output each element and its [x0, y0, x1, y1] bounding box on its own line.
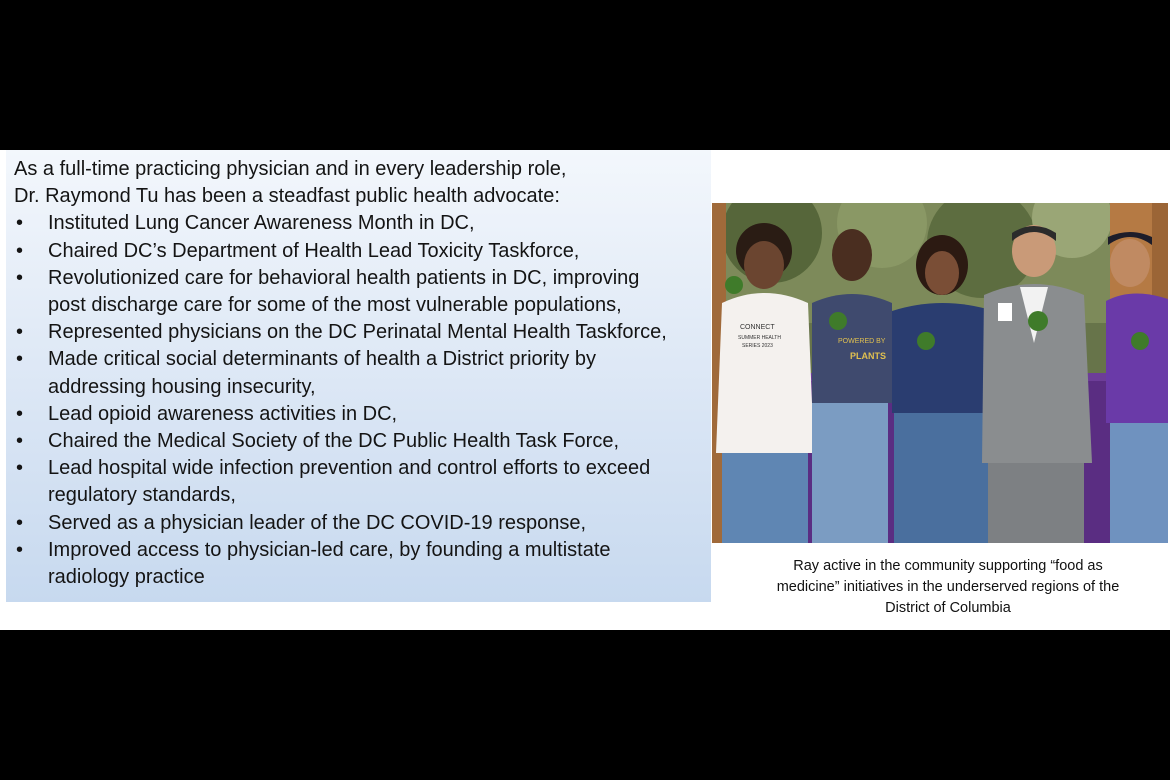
caption-line-3: District of Columbia [885, 600, 1011, 616]
accomplishment-item [14, 537, 703, 591]
accomplishment-item [14, 428, 703, 455]
community-event-photo [712, 203, 1168, 543]
bullet-dot-icon: • [16, 538, 24, 561]
bullet-dot-icon: • [16, 348, 24, 371]
bullet-dot-icon: • [16, 402, 24, 425]
shirt-text-plants: PLANTS [850, 351, 886, 361]
bullet-dot-icon: • [16, 212, 24, 235]
accomplishment-text: Made critical social determinants of health a District priority by [48, 348, 596, 371]
shirt-text-summer: SUMMER HEALTH [738, 335, 781, 341]
advocacy-text-panel [6, 150, 711, 602]
bullet-dot-icon: • [16, 511, 24, 534]
accomplishment-text: Improved access to physician-led care, by founding a multistate [48, 538, 611, 561]
accomplishment-item [14, 346, 703, 400]
accomplishment-text: Represented physicians on the DC Perinatal Mental Health Taskforce, [48, 321, 667, 344]
accomplishment-item [14, 455, 703, 509]
bullet-dot-icon: • [16, 266, 24, 289]
accomplishment-text: addressing housing insecurity, [48, 375, 316, 398]
bullet-dot-icon: • [16, 321, 24, 344]
accomplishment-text: Revolutionized care for behavioral health patients in DC, improving [48, 266, 640, 289]
bullet-dot-icon: • [16, 457, 24, 480]
accomplishment-item [14, 510, 703, 537]
accomplishments-list [14, 210, 703, 591]
accomplishment-text: Instituted Lung Cancer Awareness Month in DC, [48, 212, 475, 235]
bullet-dot-icon: • [16, 239, 24, 262]
photo-caption [730, 556, 1166, 619]
accomplishment-text: radiology practice [48, 566, 205, 589]
bullet-dot-icon: • [16, 430, 24, 453]
accomplishment-item [14, 238, 703, 265]
accomplishment-item [14, 401, 703, 428]
accomplishment-text: Lead hospital wide infection prevention and control efforts to exceed [48, 457, 651, 480]
intro-line-1: As a full-time practicing physician and in every leadership role, [14, 158, 567, 180]
accomplishment-text: Chaired the Medical Society of the DC Public Health Task Force, [48, 430, 620, 453]
accomplishment-item [14, 210, 703, 237]
shirt-text-powered: POWERED BY [838, 338, 886, 345]
accomplishment-text: Lead opioid awareness activities in DC, [48, 402, 398, 425]
accomplishment-text: Chaired DC’s Department of Health Lead Toxicity Taskforce, [48, 239, 580, 262]
shirt-text-connect: CONNECT [740, 324, 775, 331]
accomplishment-text: Served as a physician leader of the DC COVID-19 response, [48, 511, 587, 534]
accomplishment-item [14, 319, 703, 346]
accomplishment-text: regulatory standards, [48, 484, 236, 507]
intro-line-2: Dr. Raymond Tu has been a steadfast public health advocate: [14, 185, 560, 208]
caption-line-1: Ray active in the community supporting “food as [793, 558, 1103, 574]
accomplishment-item [14, 265, 703, 319]
shirt-text-series: SERIES 2023 [742, 343, 773, 349]
accomplishment-text: post discharge care for some of the most vulnerable populations, [48, 294, 622, 317]
caption-line-2: medicine” initiatives in the underserved regions of the [776, 579, 1120, 595]
slide [0, 150, 1170, 630]
